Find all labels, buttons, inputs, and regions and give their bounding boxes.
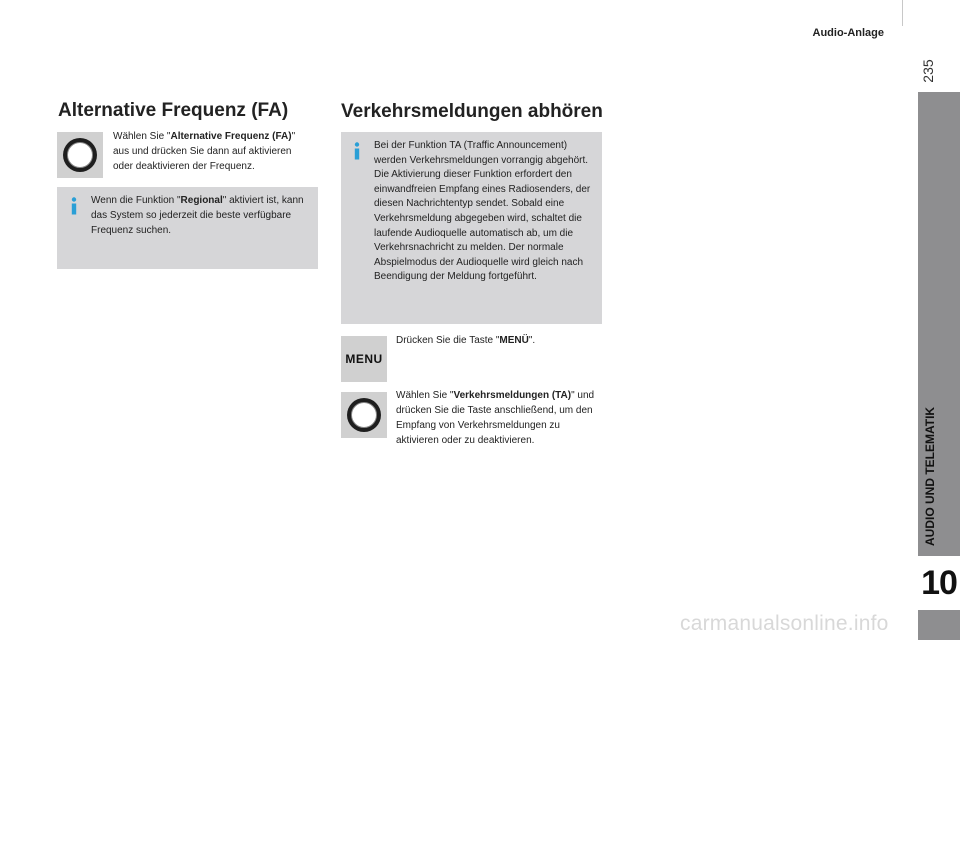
section-header: Audio-Anlage — [812, 27, 884, 39]
page-number: 235 — [920, 59, 936, 83]
info-icon — [351, 142, 363, 160]
chapter-number-box — [918, 556, 960, 610]
menu-button-icon: MENU — [341, 336, 387, 382]
rotary-knob-icon — [57, 132, 103, 178]
right-step2-text: Wählen Sie "Verkehrsmeldungen (TA)" und drücken Sie die Taste anschließend, um den Empfang von Verkehrsmeldungen zu aktivieren oder zu deaktivieren. — [396, 390, 595, 446]
info-icon — [68, 197, 80, 215]
chapter-label: AUDIO UND TELEMATIK — [923, 406, 937, 546]
left-info-text: Wenn die Funktion "Regional" aktiviert ist, kann das System so jederzeit die beste verfügbare Frequenz suchen. — [91, 195, 304, 236]
right-section-title: Verkehrsmeldungen abhören — [341, 101, 603, 122]
left-section-title: Alternative Frequenz (FA) — [58, 100, 289, 121]
watermark: carmanualsonline.info — [680, 612, 889, 635]
right-step1-text: Drücken Sie die Taste "MENÜ". — [396, 335, 536, 346]
chapter-number: 10 — [921, 563, 957, 602]
left-step-text: Wählen Sie "Alternative Frequenz (FA)" aus und drücken Sie dann auf aktivieren oder deaktivieren der Frequenz. — [113, 131, 296, 172]
right-info-text: Bei der Funktion TA (Traffic Announcement) werden Verkehrsmeldungen vorrangig abgehört. Die Aktivierung dieser Funktion erfordert den einwandfreien Empfang eines Radiosenders, der diesen Nachrichtentyp sendet. Sobald eine Verkehrsmeldung abgegeben wird, schaltet die laufende Audioquelle automatisch ab, um die Verkehrsnachricht zu melden. Der normale Abspielmodus der Audioquelle wird gleich nach Beendigung der Meldung fortgeführt. — [374, 140, 591, 283]
rotary-knob-icon — [341, 392, 387, 438]
header-divider — [902, 0, 903, 26]
